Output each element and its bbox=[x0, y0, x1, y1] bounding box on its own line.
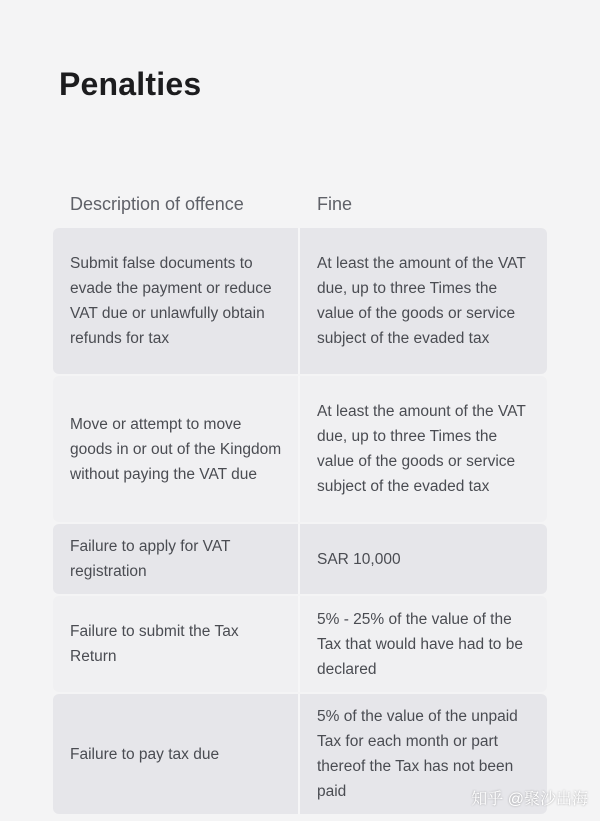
fine-cell: 5% of the value of the unpaid Tax for each month or part thereof the Tax has not been paid bbox=[317, 708, 518, 800]
fine-cell: SAR 10,000 bbox=[317, 550, 401, 568]
table-row bbox=[53, 376, 547, 522]
table-row bbox=[53, 524, 547, 594]
offence-cell: Move or attempt to move goods in or out of the Kingdom without paying the VAT due bbox=[53, 376, 300, 522]
offence-cell: Failure to pay tax due bbox=[53, 694, 300, 814]
table-row bbox=[53, 596, 547, 692]
header-fine: Fine bbox=[317, 193, 353, 214]
fine-cell: At least the amount of the VAT due, up to three Times the value of the goods or service subject of the evaded tax bbox=[317, 255, 526, 347]
watermark: 知乎 @聚沙出海 bbox=[471, 791, 588, 808]
offence-cell: Failure to apply for VAT registration bbox=[53, 524, 300, 594]
offence-cell: Failure to submit the Tax Return bbox=[53, 596, 300, 692]
header-description: Description of offence bbox=[70, 193, 244, 214]
page-title: Penalties bbox=[59, 66, 202, 102]
penalties-table bbox=[53, 182, 547, 814]
table-header bbox=[53, 182, 547, 226]
fine-cell: 5% - 25% of the value of the Tax that would have had to be declared bbox=[317, 610, 523, 678]
table-row bbox=[53, 228, 547, 374]
fine-cell: At least the amount of the VAT due, up to three Times the value of the goods or service subject of the evaded tax bbox=[317, 403, 526, 495]
offence-cell: Submit false documents to evade the payment or reduce VAT due or unlawfully obtain refunds for tax bbox=[53, 228, 300, 374]
